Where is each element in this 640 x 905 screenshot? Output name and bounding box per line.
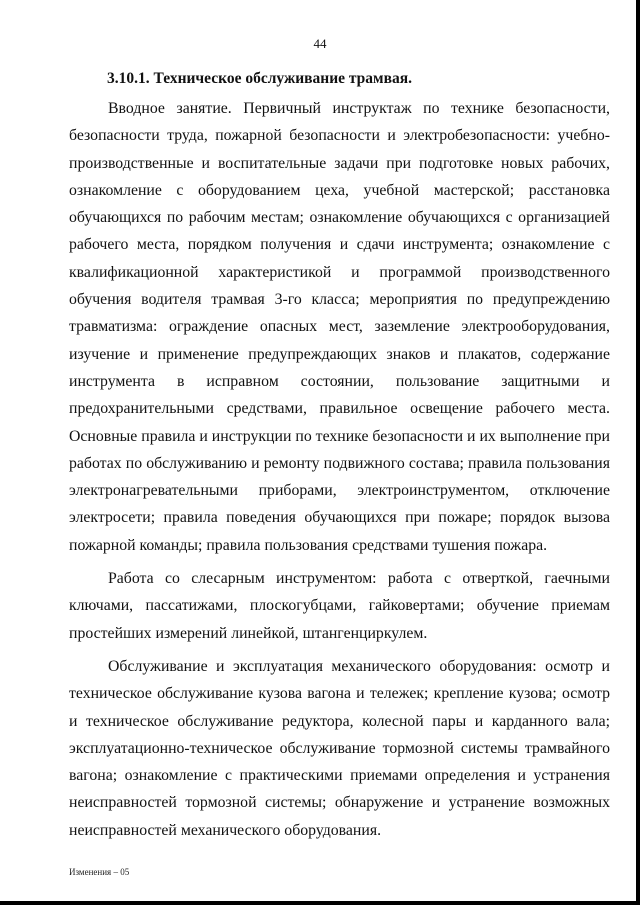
paragraph-intro: Вводное занятие. Первичный инструктаж по технике безопасности, безопасности труда, пожарной безопасности и электробезопасности: учебно-производственные и воспитательные задачи при подготовке новых рабочих, ознакомление с оборудованием цеха, учебной мастерской; расстановка обучающихся по рабочим местам; ознакомление обучающихся с организацией рабочего места, порядком получения и сдачи инструмента; ознакомление с квалификационной характеристикой и программой производственного обучения водителя трамвая 3-го класса; мероприятия по предупреждению травматизма: ограждение опасных мест, заземление электрооборудования, изучение и применение предупреждающих знаков и плакатов, содержание инструмента в исправном состоянии, пользование защитными и предохранительными средствами, правильное освещение рабочего места. Основные правила и инструкции по технике безопасности и их выполнение при работах по обслуживанию и ремонту подвижного состава; правила пользования электронагревательными приборами, электроинструментом, отключение электросети; правила поведения обучающихся при пожаре; порядок вызова пожарной команды; правила пользования средствами тушения пожара.	[69, 100, 610, 554]
paragraph-maintenance: Обслуживание и эксплуатация механического оборудования: осмотр и техническое обслуживание кузова вагона и тележек; крепление кузова; осмотр и техническое обслуживание редуктора, колесной пары и карданного вала; эксплуатационно-техническое обслуживание тормозной системы трамвайного вагона; ознакомление с практическими приемами определения и устранения неисправностей тормозной системы; обнаружение и устранение возможных неисправностей механического оборудования.	[69, 657, 610, 839]
body-text	[69, 95, 610, 844]
page-number: 44	[313, 36, 327, 51]
section-heading: 3.10.1. Техническое обслуживание трамвая.	[107, 70, 412, 87]
footer-revision-note: Изменения – 05	[69, 867, 130, 877]
paragraph-tools: Работа со слесарным инструментом: работа с отверткой, гаечными ключами, пассатижами, плоскогубцами, гайковертами; обучение приемам простейших измерений линейкой, штангенциркулем.	[69, 570, 610, 642]
